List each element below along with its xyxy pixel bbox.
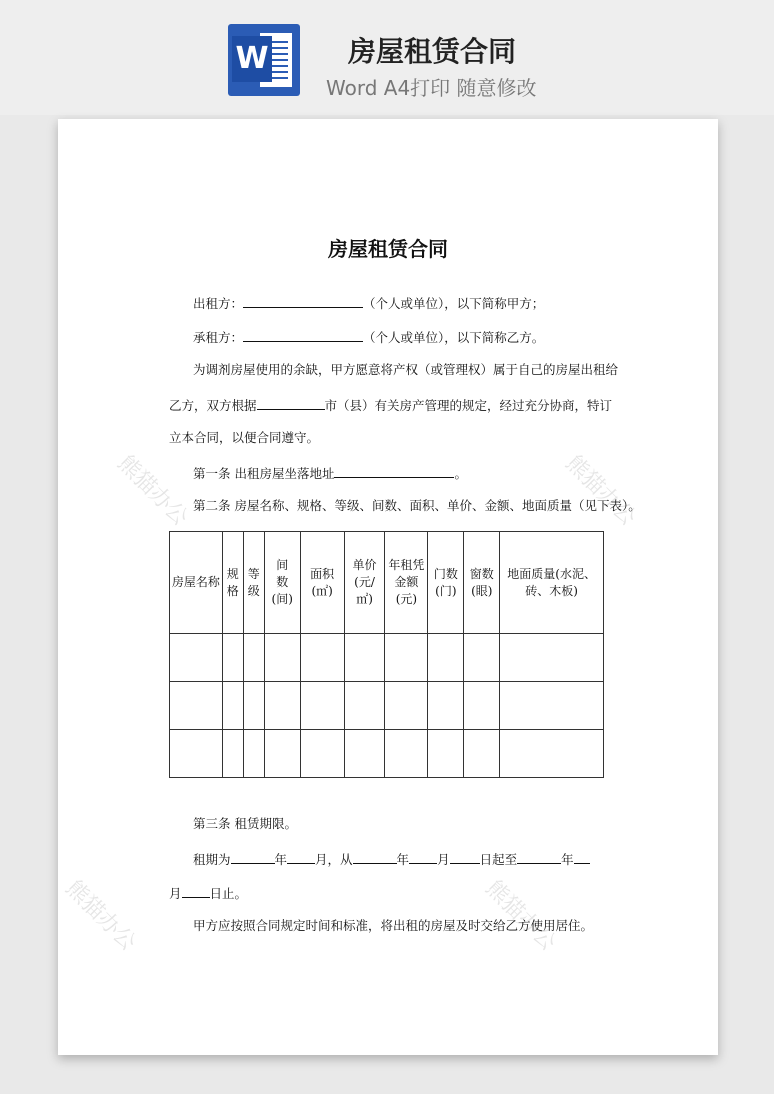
intro-line-2: 乙方，双方根据 市（县）有关房产管理的规定，经过充分协商，特订 xyxy=(169,398,613,413)
word-logo-icon xyxy=(228,24,300,96)
header-cell: 地面质量(水泥、 砖、木板) xyxy=(500,532,604,634)
document-page xyxy=(58,119,718,1055)
word-logo-letter: W xyxy=(232,36,272,82)
delivery-clause: 甲方应按照合同规定时间和标准，将出租的房屋及时交给乙方使用居住。 xyxy=(193,918,594,933)
term-line-2: 月 日止。 xyxy=(169,886,248,901)
header-cell: 门数 (门) xyxy=(428,532,464,634)
lessee-label: 承租方： xyxy=(193,330,244,345)
header-banner xyxy=(0,0,774,115)
article-3: 第三条 租赁期限。 xyxy=(193,816,297,831)
header-cell: 等 级 xyxy=(243,532,264,634)
document-title: 房屋租赁合同 xyxy=(328,237,448,261)
article-1: 第一条 出租房屋坐落地址 。 xyxy=(193,466,467,481)
header-cell: 窗数 (眼) xyxy=(464,532,500,634)
header-cell: 房屋名称 xyxy=(170,532,223,634)
banner-subtitle: Word A4打印 随意修改 xyxy=(326,76,537,100)
lessee-suffix: （个人或单位），以下简称乙方。 xyxy=(363,330,545,345)
watermark: 熊猫办公 xyxy=(60,875,141,956)
intro-line-1: 为调剂房屋使用的余缺，甲方愿意将产权（或管理权）属于自己的房屋出租给 xyxy=(193,362,619,377)
term-line-1: 租期为 年 月，从 年 月 日起至 年 xyxy=(193,850,590,868)
lessor-suffix: （个人或单位），以下简称甲方； xyxy=(363,296,545,311)
lessee-blank xyxy=(243,328,363,342)
table-row xyxy=(170,730,604,778)
banner-title: 房屋租赁合同 xyxy=(348,35,517,68)
header-cell: 规 格 xyxy=(222,532,243,634)
lessee-line xyxy=(193,328,544,346)
lessor-line xyxy=(193,294,544,312)
watermark: 熊猫办公 xyxy=(480,875,561,956)
lessor-blank xyxy=(243,294,363,308)
table-header-row xyxy=(170,532,604,634)
table-row xyxy=(170,682,604,730)
watermark: 熊猫办公 xyxy=(560,450,641,531)
city-blank xyxy=(257,396,325,410)
header-cell: 单价 (元/ ㎡) xyxy=(344,532,385,634)
intro-line-3: 立本合同，以便合同遵守。 xyxy=(169,430,320,445)
header-cell: 年租凭 金额 (元) xyxy=(385,532,428,634)
header-cell: 间 数 (间) xyxy=(264,532,300,634)
table-row xyxy=(170,634,604,682)
lessor-label: 出租方： xyxy=(193,296,244,311)
house-info-table xyxy=(169,531,604,778)
watermark: 熊猫办公 xyxy=(112,450,193,531)
header-cell: 面积 (㎡) xyxy=(300,532,344,634)
article-2: 第二条 房屋名称、规格、等级、间数、面积、单价、金额、地面质量（见下表）。 xyxy=(193,498,641,513)
address-blank xyxy=(334,464,454,478)
